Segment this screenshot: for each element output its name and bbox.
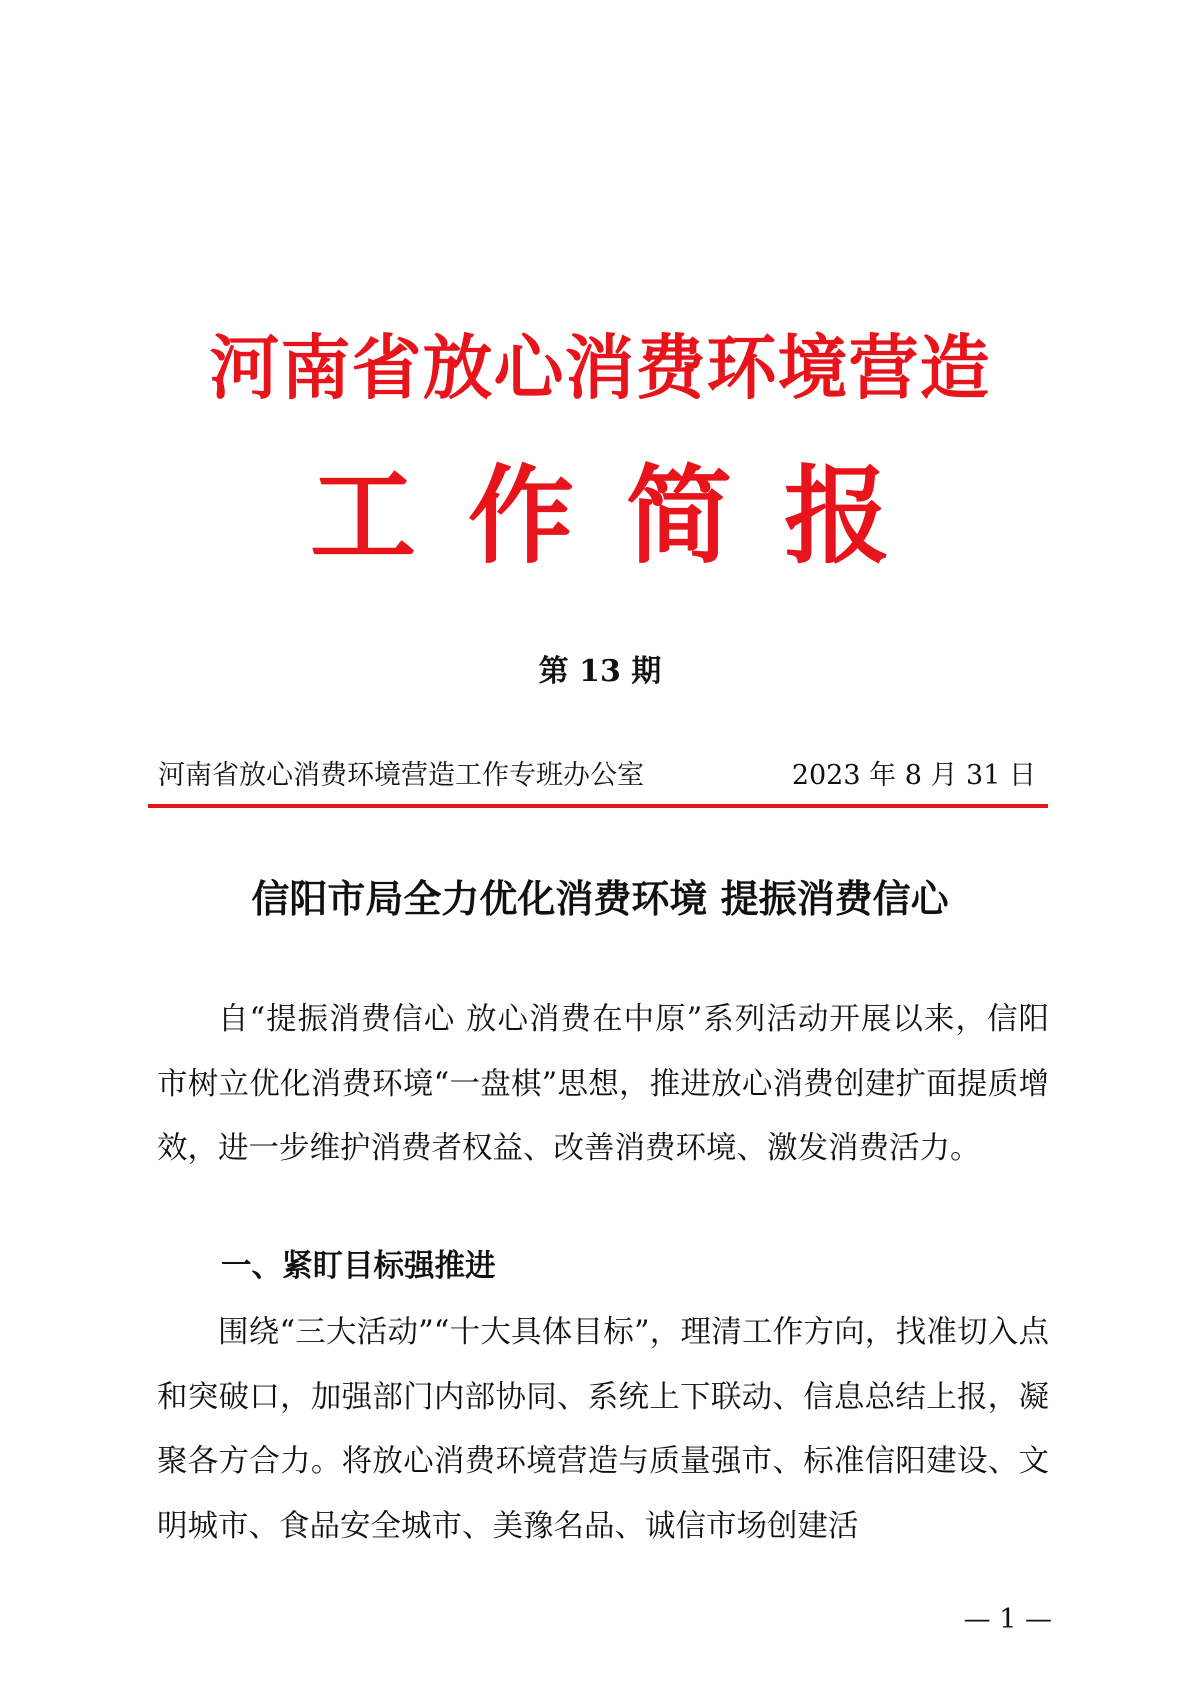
masthead-subtitle: 工作简报: [310, 453, 942, 578]
section-heading: 一、紧盯目标强推进: [221, 1249, 496, 1284]
paragraph-intro: 自“提振消费信心 放心消费在中原”系列活动开展以来，信阳市树立优化消费环境“一盘棋”思想，推进放心消费创建扩面提质增效，进一步维护消费者权益、改善消费环境、激发消费活力。: [157, 1002, 1049, 1166]
issuer-row: [150, 754, 1046, 798]
issue-date: 2023 年 8 月 31 日: [791, 760, 1036, 791]
article-title: 信阳市局全力优化消费环境 提振消费信心: [251, 876, 949, 921]
issue-number: 第 13 期: [538, 654, 662, 689]
page-number: — 1 —: [963, 1604, 1052, 1635]
red-divider: [148, 804, 1048, 808]
issuer-organization: 河南省放心消费环境营造工作专班办公室: [158, 760, 644, 791]
masthead-title: 河南省放心消费环境营造: [209, 326, 991, 409]
paragraph-section1: 围绕“三大活动”“十大具体目标”，理清工作方向，找准切入点和突破口，加强部门内部协同、系统上下联动、信息总结上报，凝聚各方合力。将放心消费环境营造与质量强市、标准信阳建设、文明城市、食品安全城市、美豫名品、诚信市场创建活: [157, 1315, 1049, 1544]
